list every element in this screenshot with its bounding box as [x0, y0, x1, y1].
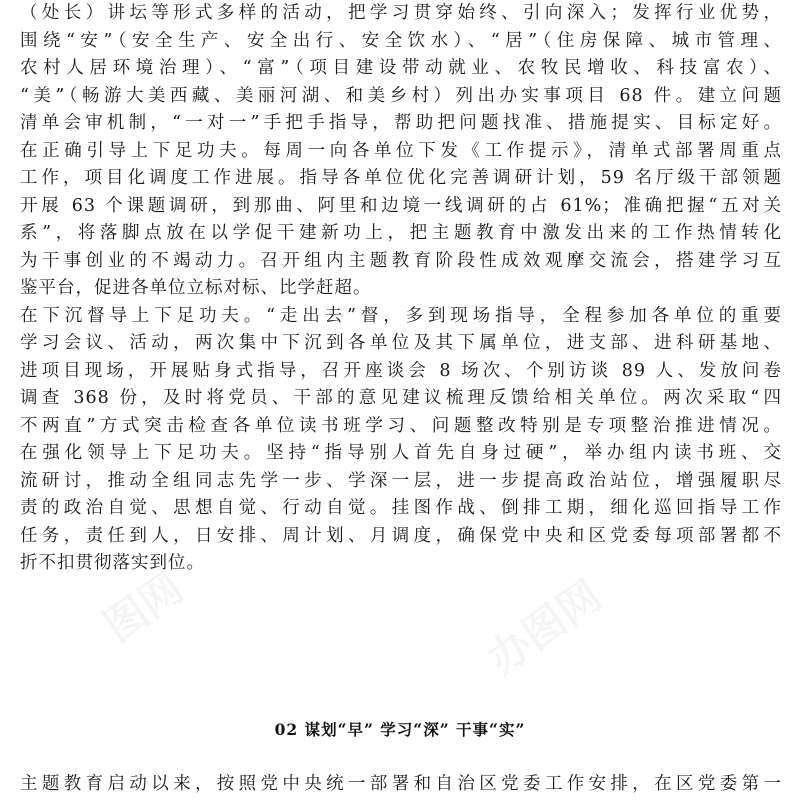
text-line: 清单会审机制，“一对一”手把手指导，帮助把问题找准、措施提实、目标定好。: [20, 113, 782, 133]
text-line: 在下沉督导上下足功夫。“走出去”督，多到现场指导，全程参加各单位的重要: [20, 305, 782, 326]
section-heading: 02 谋划“早” 学习“深” 干事“实”: [274, 720, 526, 739]
next-paragraph-line: 主题教育启动以来，按照党中央统一部署和自治区党委工作安排，在区党委第一: [20, 774, 782, 794]
text-line: 在正确引导上下足功夫。每周一向各单位下发《工作提示》，清单式部署周重点: [20, 140, 782, 161]
text-line: 开展 63 个课题调研，到那曲、阿里和边境一线调研的占 61%；准确把握“五对关: [20, 195, 782, 216]
text-line: 工作，项目化调度工作进展。指导各单位优化完善调研计划，59 名厅级干部领题: [20, 168, 782, 188]
text-line: “美”（畅游大美西藏、美丽河湖、和美乡村）列出办实事项目 68 件。建立问题: [20, 85, 782, 106]
text-line: 流研讨，推动全组同志先学一步、学深一层，进一步提高政治站位，增强履职尽: [20, 470, 782, 491]
watermark-left: 图网: [94, 562, 192, 652]
text-line: 调查 368 份，及时将党员、干部的意见建议梳理反馈给相关单位。两次采取“四: [20, 388, 782, 408]
watermark-right: 办图网: [478, 570, 611, 684]
body-text: [20, 0, 782, 578]
text-line: 为干事创业的不竭动力。召开组内主题教育阶段性成效观摩交流会，搭建学习互: [20, 250, 782, 271]
text-line: 折不扣贯彻落实到位。: [20, 553, 205, 573]
text-line: 任务，责任到人，日安排、周计划、月调度，确保党中央和区党委每项部署都不: [20, 525, 782, 546]
text-line: 在强化领导上下足功夫。坚持“指导别人首先自身过硬”，举办组内读书班、交: [20, 443, 782, 463]
text-line: 系”，将落脚点放在以学促干建新功上，把主题教育中激发出来的工作热情转化: [20, 223, 782, 243]
text-line: 鉴平台，促进各单位立标对标、比学赶超。: [20, 278, 372, 298]
text-line: 不两直”方式突击检查各单位读书班学习、问题整改特别是专项整治推进情况。: [20, 415, 782, 436]
text-line: 进项目现场，开展贴身式指导，召开座谈会 8 场次、个别访谈 89 人、发放问卷: [20, 360, 782, 381]
text-line: 学习会议、活动，两次集中下沉到各单位及其下属单位，进支部、进科研基地、: [20, 333, 782, 353]
text-line: 责的政治自觉、思想自觉、行动自觉。挂图作战、倒排工期，细化巡回指导工作: [20, 498, 782, 518]
text-line: 农村人居环境治理）、“富”（项目建设带动就业、农牧民增收、科技富农）、: [20, 58, 782, 78]
text-line: 围绕“安”（安全生产、安全出行、安全饮水）、“居”（住房保障、城市管理、: [20, 30, 782, 51]
text-line: （处长）讲坛等形式多样的活动，把学习贯穿始终、引向深入；发挥行业优势，: [20, 3, 782, 23]
